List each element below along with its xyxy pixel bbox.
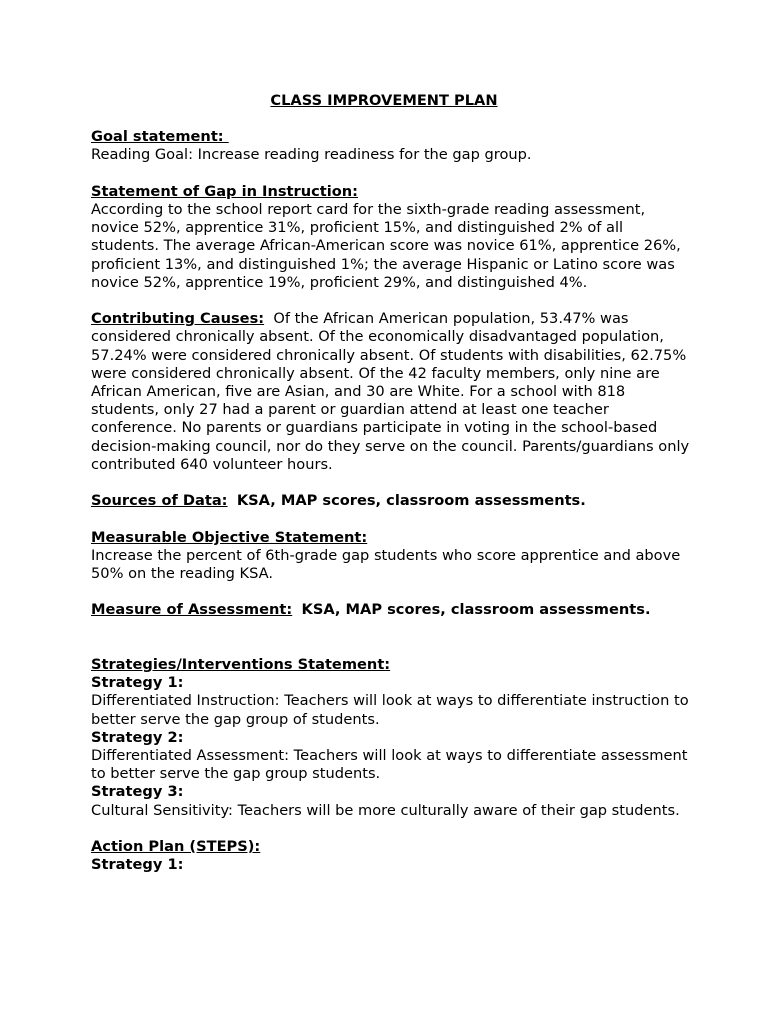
assessment-text: KSA, MAP scores, classroom assessments.	[301, 601, 651, 619]
objective-text: Increase the percent of 6th-grade gap students who score apprentice and above 50% on the reading KSA.	[91, 546, 681, 583]
strategy-3-label: Strategy 3:	[91, 783, 184, 801]
objective-heading: Measurable Objective Statement:	[91, 528, 368, 546]
assessment-section	[91, 601, 691, 619]
action-strategy-1-label: Strategy 1:	[91, 856, 184, 874]
objective-section	[91, 529, 691, 584]
sources-paragraph	[91, 492, 691, 510]
strategy-2-label: Strategy 2:	[91, 728, 184, 746]
gap-heading: Statement of Gap in Instruction:	[91, 182, 358, 200]
gap-section	[91, 183, 691, 292]
sources-section	[91, 492, 691, 510]
action-heading: Action Plan (STEPS):	[91, 838, 261, 856]
strategy-1-text: Differentiated Instruction: Teachers will look at ways to differentiate instruction to better serve the gap group of students.	[91, 692, 689, 728]
strategies-heading: Strategies/Interventions Statement:	[91, 656, 391, 673]
action-section	[91, 838, 691, 874]
strategy-3-text: Cultural Sensitivity: Teachers will be more culturally aware of their gap students.	[91, 801, 680, 819]
sources-heading: Sources of Data:	[91, 492, 228, 510]
strategy-2-text: Differentiated Assessment: Teachers will look at ways to differentiate assessment to better serve the gap group students.	[91, 747, 688, 783]
causes-text: Of the African American population, 53.47% was considered chronically absent. Of the economically disadvantaged population, 57.24% were considered chronically absent. Of students with disabilities, 62.75% were considered chronically absent. Of the 42 faculty members, only nine are African American, five are Asian, and 30 are White. For a school with 818 students, only 27 had a parent or guardian attend at least one teacher conference. No parents or guardians participate in voting in the school-based decision-making council, nor do they serve on the council. Parents/guardians only contributed 640 volunteer hours.	[91, 310, 690, 473]
gap-text: According to the school report card for the sixth-grade reading assessment, novice 52%, apprentice 31%, proficient 15%, and distinguished 2% of all students. The average African-American score was novice 61%, apprentice 26%, proficient 13%, and distinguished 1%; the average Hispanic or Latino score was novice 52%, apprentice 19%, proficient 29%, and distinguished 4%.	[91, 201, 681, 291]
strategy-1-label: Strategy 1:	[91, 674, 184, 692]
causes-heading: Contributing Causes:	[91, 310, 265, 328]
causes-paragraph	[91, 310, 691, 474]
document-page	[91, 92, 691, 893]
assessment-heading: Measure of Assessment:	[91, 601, 293, 619]
goal-section	[91, 128, 691, 164]
goal-text: Reading Goal: Increase reading readiness for the gap group.	[91, 146, 532, 164]
goal-heading: Goal statement:	[91, 128, 229, 146]
causes-section	[91, 310, 691, 474]
document-title: CLASS IMPROVEMENT PLAN	[270, 92, 498, 109]
sources-text: KSA, MAP scores, classroom assessments.	[236, 492, 586, 510]
assessment-paragraph	[91, 601, 691, 619]
strategies-section	[91, 656, 691, 820]
